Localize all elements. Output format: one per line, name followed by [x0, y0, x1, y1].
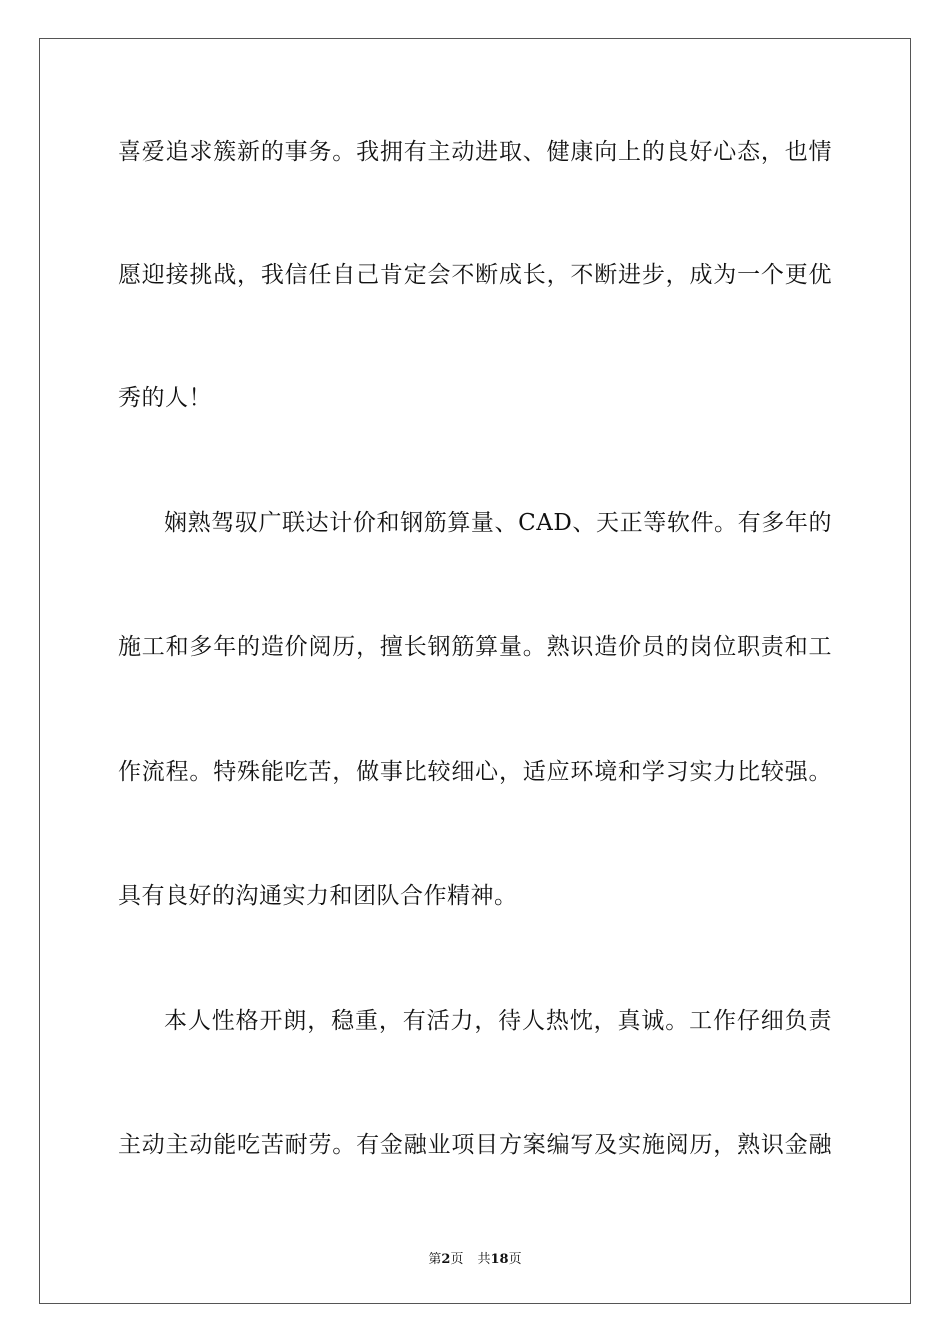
footer-page-prefix: 第: [428, 1252, 442, 1267]
body-line-4: 娴熟驾驭广联达计价和钢筋算量、CAD、天正等软件。有多年的: [164, 510, 832, 536]
body-line-3: 秀的人！: [118, 385, 212, 411]
body-line-6: 作流程。特殊能吃苦，做事比较细心，适应环境和学习实力比较强。: [118, 759, 832, 785]
body-line-1: 喜爱追求簇新的事务。我拥有主动进取、健康向上的良好心态，也情: [118, 139, 832, 165]
body-line-5: 施工和多年的造价阅历，擅长钢筋算量。熟识造价员的岗位职责和工: [118, 634, 832, 660]
footer-total-suffix: 页: [508, 1252, 522, 1267]
footer-page-suffix: 页: [450, 1252, 464, 1267]
footer-page-current: 2: [441, 1252, 451, 1267]
page-border: [39, 38, 911, 1304]
body-line-2: 愿迎接挑战，我信任自己肯定会不断成长，不断进步，成为一个更优: [118, 262, 832, 288]
footer-total-prefix: 共: [477, 1252, 491, 1267]
body-line-9: 主动主动能吃苦耐劳。有金融业项目方案编写及实施阅历，熟识金融: [118, 1132, 832, 1158]
body-line-7: 具有良好的沟通实力和团队合作精神。: [118, 883, 518, 909]
footer-page-total: 18: [490, 1252, 509, 1267]
page-footer: [0, 1248, 950, 1267]
body-line-8: 本人性格开朗，稳重，有活力，待人热忱，真诚。工作仔细负责: [164, 1008, 832, 1034]
